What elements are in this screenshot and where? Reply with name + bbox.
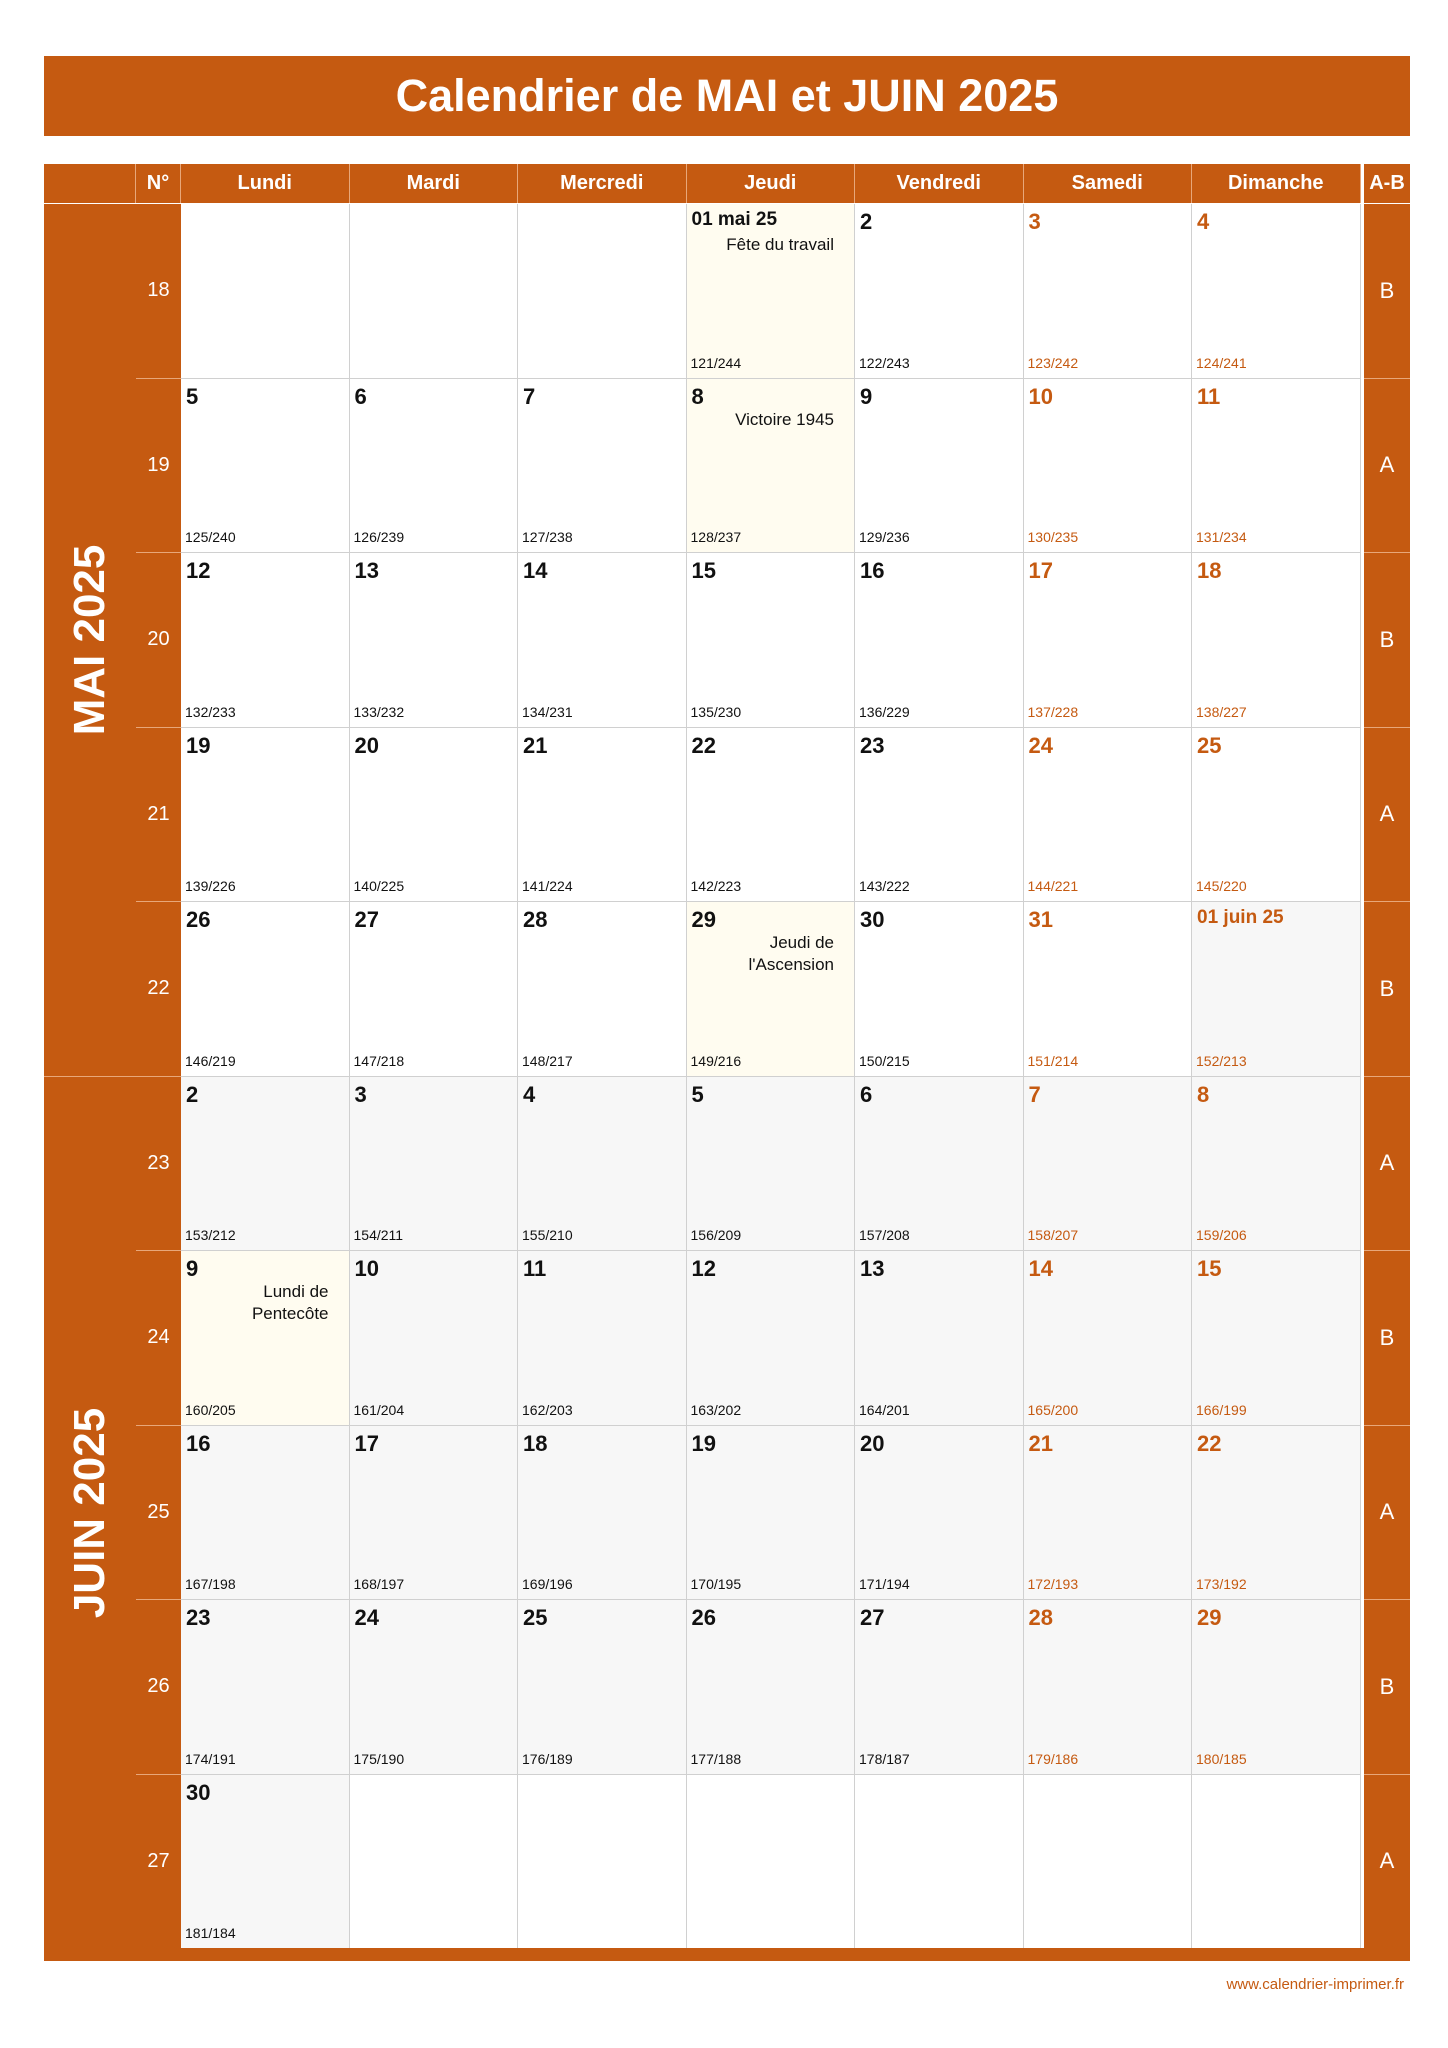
day-of-year: 148/217	[522, 1052, 573, 1069]
empty-day-cell	[181, 204, 350, 379]
day-cell	[855, 728, 1024, 903]
day-cell	[855, 1077, 1024, 1252]
day-number: 6	[860, 1081, 873, 1107]
day-number: 23	[860, 732, 885, 758]
day-of-year: 121/244	[690, 354, 742, 371]
week-number: 23	[136, 1077, 181, 1252]
day-number: 7	[523, 383, 536, 409]
day-number: 9	[186, 1256, 199, 1281]
day-number: 31	[1028, 907, 1053, 932]
week-ab: A	[1364, 379, 1410, 554]
month-label: JUIN 2025	[65, 1407, 114, 1618]
day-of-year: 160/205	[185, 1401, 236, 1418]
day-cell	[1024, 553, 1193, 728]
day-number: 22	[691, 732, 716, 758]
day-cell	[1192, 1077, 1361, 1252]
week-ab: B	[1364, 1251, 1410, 1426]
day-of-year: 165/200	[1027, 1401, 1079, 1418]
day-number: 14	[523, 558, 548, 583]
day-number: 19	[691, 1430, 716, 1456]
day-cell	[1024, 1251, 1193, 1426]
day-cell	[855, 379, 1024, 554]
day-of-year: 155/210	[522, 1227, 573, 1243]
day-number: 5	[691, 1081, 704, 1107]
day-of-year: 179/186	[1027, 1750, 1079, 1767]
day-number: 13	[354, 558, 379, 583]
day-number: 30	[186, 1779, 211, 1805]
holiday-label: Lundi de Pentecôte	[251, 1282, 329, 1323]
week-number: 18	[136, 204, 181, 379]
day-cell	[350, 1600, 519, 1775]
week-number: 27	[136, 1775, 181, 1950]
day-number: 22	[1197, 1430, 1222, 1456]
holiday-label: Victoire 1945	[735, 409, 834, 429]
day-of-year: 169/196	[522, 1576, 573, 1592]
empty-day-cell	[687, 1775, 856, 1950]
day-of-year: 134/231	[522, 703, 573, 720]
day-cell	[181, 902, 350, 1077]
day-number: 11	[523, 1256, 547, 1281]
empty-day-cell	[350, 1775, 519, 1950]
week-ab: A	[1364, 1426, 1410, 1601]
day-of-year: 156/209	[690, 1227, 742, 1243]
day-cell	[518, 728, 687, 903]
day-number: 2	[186, 1081, 199, 1107]
day-of-year: 124/241	[1196, 354, 1247, 371]
day-number: 21	[523, 732, 548, 758]
day-number: 29	[1197, 1605, 1222, 1630]
day-cell	[855, 1251, 1024, 1426]
day-number: 17	[354, 1430, 379, 1456]
day-of-year: 139/226	[185, 878, 236, 894]
day-of-year: 157/208	[859, 1227, 910, 1243]
week-number: 25	[136, 1426, 181, 1601]
day-cell	[1192, 379, 1361, 554]
day-number: 12	[186, 558, 211, 583]
day-number: 28	[523, 907, 548, 932]
day-of-year: 171/194	[859, 1576, 910, 1592]
day-of-year: 164/201	[859, 1401, 910, 1418]
day-cell	[1024, 1077, 1193, 1252]
page-title: Calendrier de MAI et JUIN 2025	[44, 56, 1410, 136]
day-of-year: 131/234	[1196, 529, 1247, 545]
day-cell	[855, 553, 1024, 728]
header-day: Vendredi	[855, 164, 1024, 203]
day-of-year: 158/207	[1027, 1227, 1079, 1243]
day-of-year: 143/222	[859, 878, 910, 894]
day-number: 24	[1028, 732, 1053, 758]
empty-day-cell	[855, 1775, 1024, 1950]
header-ab: A-B	[1364, 164, 1410, 203]
day-cell	[1192, 728, 1361, 903]
day-number: 21	[1028, 1430, 1053, 1456]
empty-day-cell	[518, 204, 687, 379]
day-number: 27	[354, 907, 379, 932]
day-of-year: 140/225	[353, 878, 405, 894]
day-cell	[518, 1426, 687, 1601]
day-of-year: 159/206	[1196, 1227, 1247, 1243]
day-of-year: 152/213	[1196, 1052, 1247, 1069]
day-of-year: 150/215	[859, 1052, 910, 1069]
day-number: 01 juin 25	[1197, 907, 1284, 928]
day-cell	[687, 1077, 856, 1252]
day-number: 25	[1197, 732, 1222, 758]
week-ab: B	[1364, 1600, 1410, 1775]
day-of-year: 147/218	[353, 1052, 405, 1069]
header-day: Lundi	[181, 164, 350, 203]
day-of-year: 122/243	[859, 354, 910, 371]
day-number: 15	[1197, 1256, 1222, 1281]
day-of-year: 128/237	[690, 529, 742, 545]
week-ab: B	[1364, 902, 1410, 1077]
day-of-year: 126/239	[353, 529, 405, 545]
day-number: 4	[1197, 209, 1210, 234]
day-of-year: 163/202	[690, 1401, 742, 1418]
day-cell	[350, 1077, 519, 1252]
day-of-year: 178/187	[859, 1750, 910, 1767]
day-cell	[1024, 728, 1193, 903]
day-cell	[181, 1600, 350, 1775]
day-of-year: 167/198	[185, 1576, 236, 1592]
day-cell	[181, 1775, 350, 1950]
day-number: 25	[523, 1605, 548, 1630]
day-number: 20	[860, 1430, 885, 1456]
day-cell	[350, 1251, 519, 1426]
empty-day-cell	[518, 1775, 687, 1950]
day-of-year: 153/212	[185, 1227, 236, 1243]
day-cell	[1024, 379, 1193, 554]
day-cell	[855, 204, 1024, 379]
day-cell	[687, 902, 856, 1077]
day-of-year: 141/224	[522, 878, 573, 894]
day-of-year: 175/190	[353, 1750, 405, 1767]
day-cell	[181, 1077, 350, 1252]
website-link[interactable]: www.calendrier-imprimer.fr	[1226, 1976, 1404, 1993]
week-ab: A	[1364, 1775, 1410, 1950]
header-day: Samedi	[1024, 164, 1193, 203]
day-cell	[350, 902, 519, 1077]
holiday-label: Jeudi de l'Ascension	[748, 933, 834, 974]
day-cell	[687, 553, 856, 728]
day-cell	[350, 379, 519, 554]
day-cell	[518, 1600, 687, 1775]
day-number: 16	[860, 558, 885, 583]
empty-day-cell	[1024, 1775, 1193, 1950]
day-cell	[518, 1077, 687, 1252]
day-cell	[1192, 1251, 1361, 1426]
footer-bar	[44, 1948, 1410, 1961]
day-of-year: 180/185	[1196, 1750, 1247, 1767]
day-cell	[1024, 1600, 1193, 1775]
day-cell	[687, 204, 856, 379]
header-week-number: N°	[136, 164, 181, 203]
day-number: 26	[691, 1605, 716, 1630]
day-number: 18	[1197, 558, 1222, 583]
day-number: 5	[186, 383, 199, 409]
day-cell	[518, 902, 687, 1077]
day-number: 16	[186, 1430, 211, 1456]
day-number: 8	[1197, 1081, 1210, 1107]
day-number: 24	[354, 1605, 379, 1630]
day-cell	[518, 379, 687, 554]
day-number: 14	[1028, 1256, 1053, 1281]
day-of-year: 142/223	[690, 878, 742, 894]
week-number: 24	[136, 1251, 181, 1426]
day-of-year: 130/235	[1027, 529, 1079, 545]
day-of-year: 168/197	[353, 1576, 405, 1592]
day-number: 6	[354, 383, 367, 409]
day-of-year: 162/203	[522, 1401, 573, 1418]
week-number: 22	[136, 902, 181, 1077]
empty-day-cell	[1192, 1775, 1361, 1950]
day-number: 10	[1028, 383, 1053, 409]
day-of-year: 136/229	[859, 703, 910, 720]
week-ab: A	[1364, 728, 1410, 903]
day-number: 26	[186, 907, 211, 932]
day-number: 19	[186, 732, 211, 758]
day-number: 2	[860, 209, 873, 234]
day-of-year: 135/230	[690, 703, 742, 720]
day-number: 20	[354, 732, 379, 758]
day-of-year: 166/199	[1196, 1401, 1247, 1418]
day-number: 17	[1028, 558, 1053, 583]
day-number: 01 mai 25	[691, 209, 778, 230]
day-of-year: 125/240	[185, 529, 236, 545]
day-of-year: 151/214	[1027, 1052, 1079, 1069]
header-day: Dimanche	[1192, 164, 1361, 203]
day-of-year: 176/189	[522, 1750, 573, 1767]
day-cell	[350, 728, 519, 903]
holiday-label: Fête du travail	[726, 235, 834, 254]
day-cell	[1024, 204, 1193, 379]
day-of-year: 174/191	[185, 1750, 236, 1767]
day-of-year: 181/184	[185, 1925, 236, 1941]
day-of-year: 177/188	[690, 1750, 742, 1767]
header-day: Mardi	[350, 164, 519, 203]
day-number: 4	[523, 1081, 536, 1107]
day-of-year: 144/221	[1027, 878, 1079, 894]
day-of-year: 137/228	[1027, 703, 1079, 720]
day-number: 23	[186, 1605, 211, 1630]
day-cell	[181, 379, 350, 554]
day-number: 15	[691, 558, 716, 583]
day-of-year: 161/204	[353, 1401, 405, 1418]
day-cell	[1192, 1426, 1361, 1601]
week-number: 19	[136, 379, 181, 554]
day-of-year: 138/227	[1196, 703, 1247, 720]
week-number: 20	[136, 553, 181, 728]
day-cell	[350, 1426, 519, 1601]
week-number: 21	[136, 728, 181, 903]
day-cell	[181, 728, 350, 903]
day-of-year: 129/236	[859, 529, 910, 545]
day-cell	[1024, 1426, 1193, 1601]
week-number: 26	[136, 1600, 181, 1775]
day-of-year: 127/238	[522, 529, 573, 545]
day-of-year: 170/195	[690, 1576, 742, 1592]
day-cell	[181, 1251, 350, 1426]
day-number: 18	[523, 1430, 548, 1456]
day-cell	[181, 1426, 350, 1601]
week-ab: B	[1364, 204, 1410, 379]
month-label: MAI 2025	[65, 544, 114, 736]
day-cell	[687, 1251, 856, 1426]
day-number: 9	[860, 383, 873, 409]
day-cell	[687, 1426, 856, 1601]
day-of-year: 132/233	[185, 703, 236, 720]
day-cell	[518, 553, 687, 728]
day-number: 29	[691, 907, 716, 932]
empty-day-cell	[350, 204, 519, 379]
day-number: 11	[1197, 383, 1221, 409]
day-number: 7	[1028, 1081, 1041, 1107]
day-of-year: 173/192	[1196, 1576, 1247, 1592]
header-day: Jeudi	[687, 164, 856, 203]
day-number: 12	[691, 1256, 716, 1281]
day-cell	[687, 728, 856, 903]
day-cell	[855, 1426, 1024, 1601]
day-cell	[1192, 553, 1361, 728]
calendar-grid	[44, 164, 1410, 1964]
day-of-year: 145/220	[1196, 878, 1247, 894]
day-number: 30	[860, 907, 885, 932]
day-cell	[181, 553, 350, 728]
day-cell	[518, 1251, 687, 1426]
day-cell	[1192, 902, 1361, 1077]
day-of-year: 133/232	[353, 703, 405, 720]
day-number: 3	[1028, 209, 1041, 234]
day-cell	[687, 1600, 856, 1775]
header-day: Mercredi	[518, 164, 687, 203]
day-of-year: 149/216	[690, 1052, 742, 1069]
day-of-year: 172/193	[1027, 1576, 1079, 1592]
day-number: 10	[354, 1256, 379, 1281]
day-of-year: 146/219	[185, 1052, 236, 1069]
week-ab: A	[1364, 1077, 1410, 1252]
day-cell	[687, 379, 856, 554]
day-cell	[1192, 1600, 1361, 1775]
day-cell	[350, 553, 519, 728]
week-ab: B	[1364, 553, 1410, 728]
header-corner	[44, 164, 136, 203]
day-cell	[1024, 902, 1193, 1077]
day-number: 13	[860, 1256, 885, 1281]
day-of-year: 123/242	[1027, 354, 1079, 371]
day-number: 3	[354, 1081, 367, 1107]
day-cell	[855, 1600, 1024, 1775]
day-cell	[855, 902, 1024, 1077]
day-of-year: 154/211	[353, 1227, 404, 1243]
day-cell	[1192, 204, 1361, 379]
day-number: 28	[1028, 1605, 1053, 1630]
day-number: 27	[860, 1605, 885, 1630]
day-number: 8	[691, 383, 704, 409]
